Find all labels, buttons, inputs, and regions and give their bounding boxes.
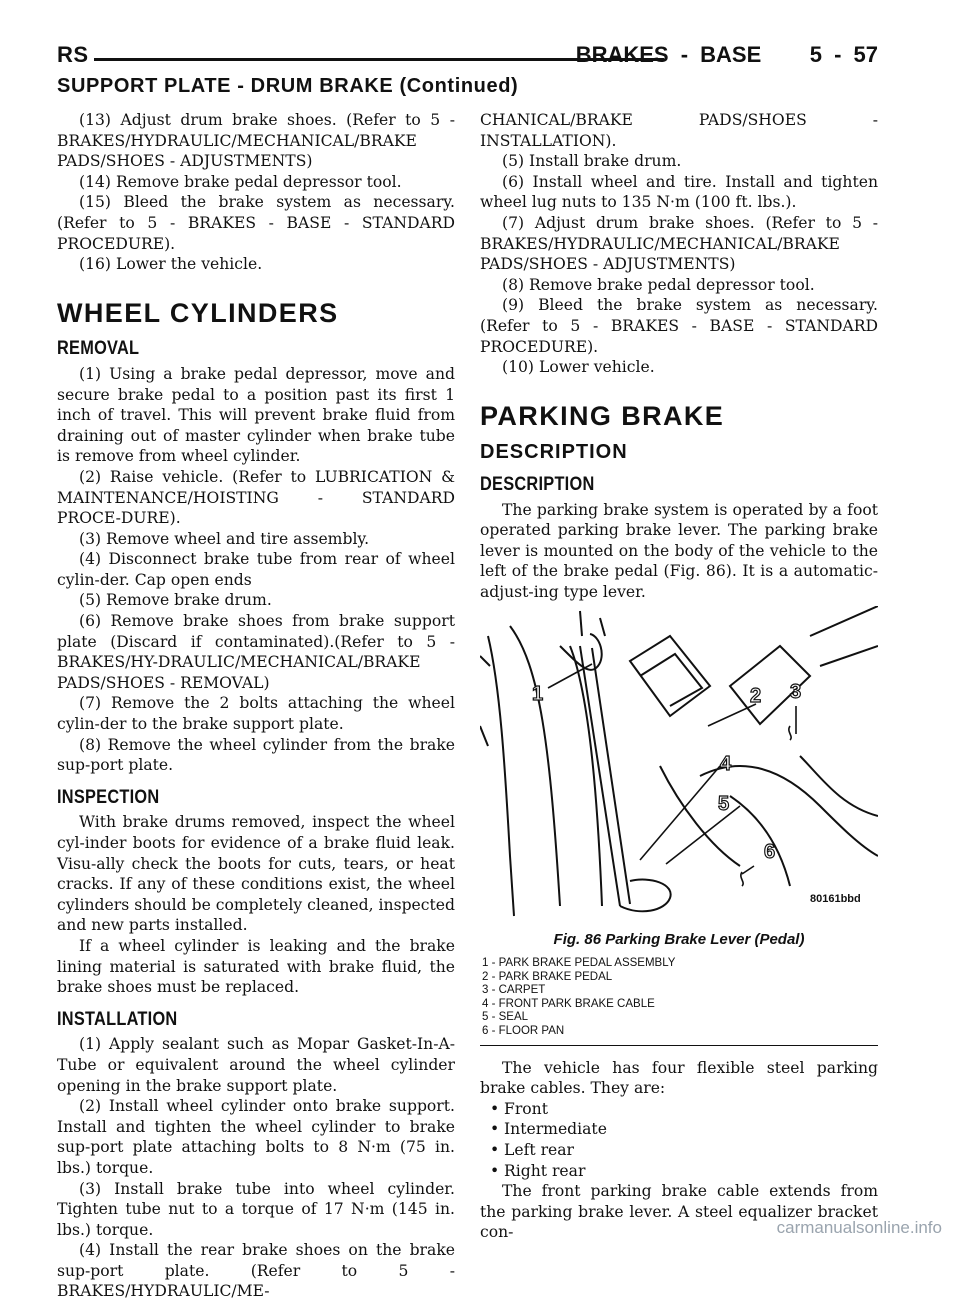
paragraph: (13) Adjust drum brake shoes. (Refer to 5 - BRAKES/HYDRAULIC/MECHANICAL/BRAKE PADS/SHOES - ADJUSTMENTS) xyxy=(57,111,455,171)
figure-callout: 5 xyxy=(718,793,730,816)
paragraph: (10) Lower vehicle. xyxy=(502,358,655,377)
figure-callout: 2 xyxy=(750,685,762,708)
bullet-text: Intermediate xyxy=(504,1120,607,1139)
paragraph: (7) Adjust drum brake shoes. (Refer to 5 - BRAKES/HYDRAULIC/MECHANICAL/BRAKE PADS/SHOES - ADJUSTMENTS) xyxy=(480,213,878,274)
figure-caption: Fig. 86 Parking Brake Lever (Pedal) xyxy=(553,931,805,949)
paragraph: (7) Remove the 2 bolts attaching the wheel cylin-der to the brake support plate. xyxy=(57,694,455,734)
legend-item: 2 - PARK BRAKE PEDAL xyxy=(482,970,613,983)
paragraph: CHANICAL/BRAKE PADS/SHOES - INSTALLATION). xyxy=(480,111,878,150)
paragraph: The vehicle has four flexible steel parking brake cables. They are: xyxy=(480,1058,878,1098)
paragraph: If a wheel cylinder is leaking and the brake lining material is saturated with brake fluid, the brake shoes must be replaced. xyxy=(57,936,455,997)
right-column xyxy=(480,110,878,1243)
figure-parking-brake-lever xyxy=(480,606,878,926)
figure-callout: 3 xyxy=(790,681,802,704)
figure-code: 80161bbd xyxy=(810,893,861,906)
paragraph: (5) Install brake drum. xyxy=(502,152,682,171)
figure-callout: 1 xyxy=(532,683,544,706)
paragraph: With brake drums removed, inspect the wheel cyl-inder boots for evidence of a brake fluid leak. Visu-ally check the boots for cuts, tears, or heat cracks. If any of these conditions exist, the wheel cylinders should be completely cleaned, inspected and new parts installed. xyxy=(57,813,455,935)
bullet-item: • Left rear xyxy=(490,1141,575,1159)
paragraph: (6) Install wheel and tire. Install and tighten wheel lug nuts to 135 N·m (100 ft. lbs.). xyxy=(480,172,878,212)
header-chapter: BRAKES - BASE xyxy=(575,42,762,67)
subsection-title-inspection: INSPECTION xyxy=(57,786,160,808)
paragraph: (5) Remove brake drum. xyxy=(79,591,272,610)
paragraph: (4) Install the rear brake shoes on the brake sup-port plate. (Refer to 5 - BRAKES/HYDRAULIC/ME- xyxy=(57,1241,455,1301)
figure-callout: 6 xyxy=(764,841,776,864)
paragraph: (2) Raise vehicle. (Refer to LUBRICATION & MAINTENANCE/HOISTING - STANDARD PROCE-DURE). xyxy=(57,467,455,528)
page-number: 5 - 57 xyxy=(809,42,878,67)
figure-legend xyxy=(480,953,878,1046)
bullet-text: Right rear xyxy=(504,1161,586,1180)
section-title-wheel-cylinders: WHEEL CYLINDERS xyxy=(57,297,339,328)
paragraph: (16) Lower the vehicle. xyxy=(79,255,263,274)
section-title-parking-brake: PARKING BRAKE xyxy=(480,400,725,431)
header-section-code: RS xyxy=(57,42,89,67)
subsection-title-description: DESCRIPTION xyxy=(480,473,595,495)
subsection-title-removal: REMOVAL xyxy=(57,338,140,360)
watermark: carmanualsonline.info xyxy=(776,1218,942,1237)
figure-callout: 4 xyxy=(720,753,732,776)
parking-brake-illustration xyxy=(480,606,878,926)
bullet-text: Front xyxy=(504,1099,548,1118)
legend-item: 5 - SEAL xyxy=(482,1011,529,1024)
paragraph: The front parking brake cable extends from the parking brake lever. A steel equalizer bracket con- xyxy=(480,1182,878,1242)
paragraph: (2) Install wheel cylinder onto brake support. Install and tighten the wheel cylinder to brake sup-port plate attaching bolts to 8 N·m (75 in. lbs.) torque. xyxy=(57,1097,455,1177)
paragraph: (3) Remove wheel and tire assembly. xyxy=(79,529,370,548)
subsection-title-installation: INSTALLATION xyxy=(57,1008,178,1030)
bullet-item: • Right rear xyxy=(490,1161,586,1180)
continued-heading: SUPPORT PLATE - DRUM BRAKE (Continued) xyxy=(57,75,519,97)
paragraph: (8) Remove brake pedal depressor tool. xyxy=(502,275,815,294)
paragraph: (1) Using a brake pedal depressor, move and secure brake pedal to a position past its first 1 inch of travel. This will prevent brake fluid from draining out of master cylinder when brake tube is remove from wheel cylinder. xyxy=(57,364,455,466)
paragraph: (15) Bleed the brake system as necessary. (Refer to 5 - BRAKES - BASE - STANDARD PROCEDURE). xyxy=(57,193,455,253)
legend-item: 3 - CARPET xyxy=(482,984,546,997)
paragraph: (3) Install brake tube into wheel cylinder. Tighten tube nut to a torque of 17 N·m (145 in. lbs.) torque. xyxy=(57,1179,455,1239)
bullet-item: • Intermediate xyxy=(490,1120,607,1139)
bullet-item: • Front xyxy=(490,1099,548,1118)
paragraph: (6) Remove brake shoes from brake support plate (Discard if contaminated).(Refer to 5 - BRAKES/HY-DRAULIC/MECHANICAL/BRAKE PADS/SHOES - REMOVAL) xyxy=(57,612,455,692)
paragraph: (8) Remove the wheel cylinder from the brake sup-port plate. xyxy=(57,735,455,775)
legend-item: 4 - FRONT PARK BRAKE CABLE xyxy=(482,997,655,1010)
bullet-text: Left rear xyxy=(504,1141,575,1159)
left-column xyxy=(57,110,455,1302)
paragraph: (14) Remove brake pedal depressor tool. xyxy=(79,172,402,191)
paragraph: (4) Disconnect brake tube from rear of wheel cylin-der. Cap open ends xyxy=(57,550,455,589)
paragraph: (1) Apply sealant such as Mopar Gasket-In-A-Tube or equivalent around the wheel cylinder opening in the brake support plate. xyxy=(57,1035,455,1095)
paragraph: The parking brake system is operated by a foot operated parking brake lever. The parking brake lever is mounted on the body of the vehicle to the left of the brake pedal (Fig. 86). It is a automatic-adjust-ing type lever. xyxy=(480,500,878,601)
legend-item: 6 - FLOOR PAN xyxy=(482,1025,565,1038)
legend-item: 1 - PARK BRAKE PEDAL ASSEMBLY xyxy=(482,957,676,970)
section-title-description: DESCRIPTION xyxy=(480,441,628,464)
header-title xyxy=(576,42,878,68)
paragraph: (9) Bleed the brake system as necessary. (Refer to 5 - BRAKES - BASE - STANDARD PROCEDURE). xyxy=(480,296,878,356)
